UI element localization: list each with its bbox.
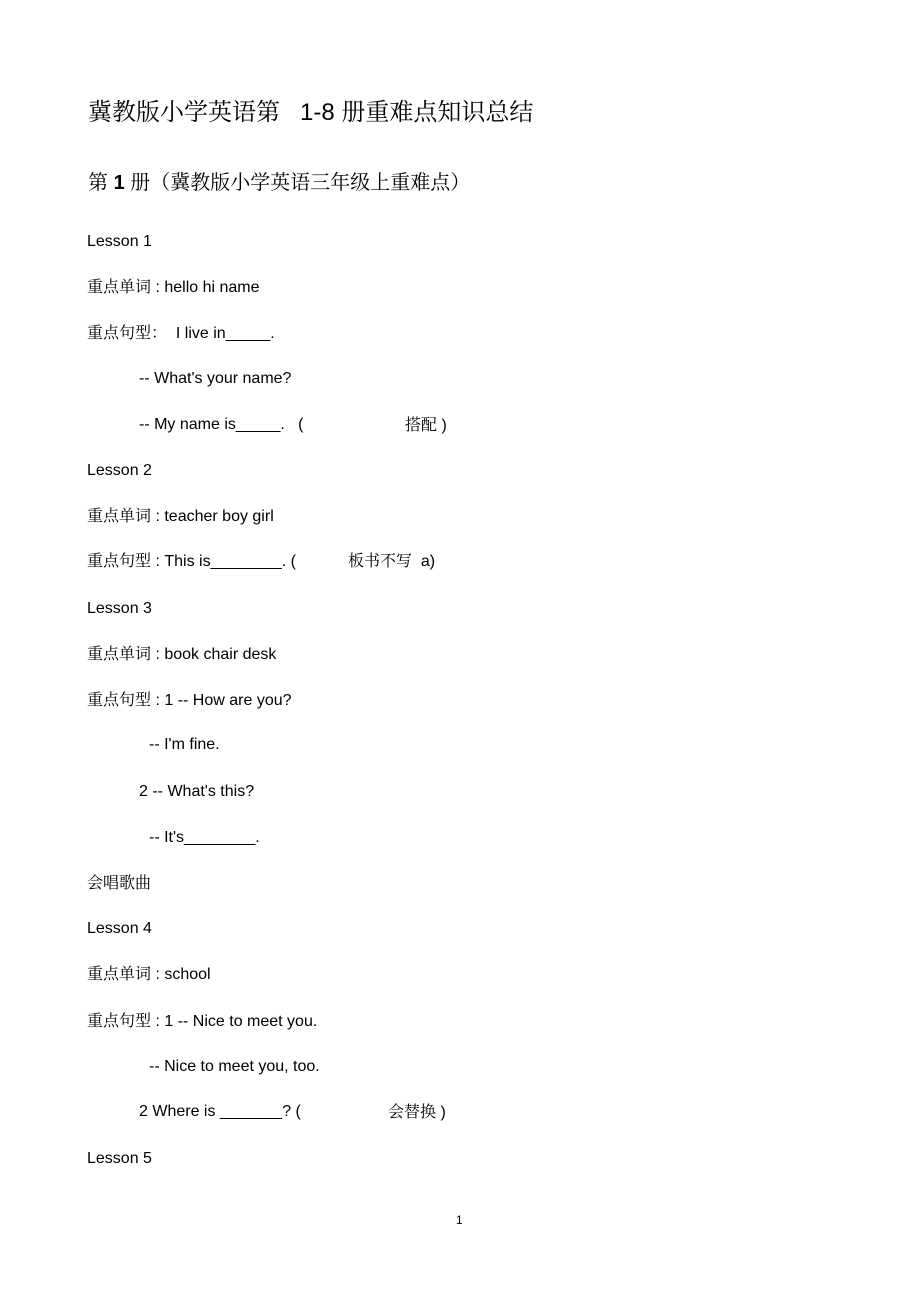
lesson-heading: Lesson 1	[87, 233, 152, 250]
key-sentence-value: I live in_____.	[167, 325, 275, 342]
song-note: 会唱歌曲	[87, 873, 152, 892]
key-sentence-label: 重点句型	[87, 551, 152, 570]
lesson-heading: Lesson 3	[87, 600, 152, 617]
lesson-heading: Lesson 4	[87, 920, 152, 937]
key-words-line	[87, 966, 211, 983]
key-words-label: 重点单词	[87, 964, 152, 983]
key-words-label: 重点单词	[87, 506, 152, 525]
dialogue-line: -- It's________.	[149, 829, 260, 846]
dialogue-line-with-note: 2 Where is _______? (	[139, 1103, 301, 1120]
key-sentence-label: 重点句型：	[87, 323, 168, 342]
key-words-value: : teacher boy girl	[151, 508, 274, 525]
teacher-note: 会替换 )	[388, 1102, 446, 1121]
title-text-part1: 冀教版小学英语第	[88, 98, 280, 126]
key-words-label: 重点单词	[87, 277, 152, 296]
title-text-part2: 1-8	[300, 99, 335, 126]
teacher-note: 板书不写 a)	[348, 551, 436, 570]
key-sentence-value: : 1 -- Nice to meet you.	[151, 1013, 318, 1030]
key-sentence-line	[87, 1013, 317, 1030]
title-text-part3: 册重难点知识总结	[341, 98, 534, 126]
dialogue-line: -- I'm fine.	[149, 736, 220, 753]
lesson-heading: Lesson 5	[87, 1150, 152, 1167]
key-words-value: : school	[151, 966, 211, 983]
volume-heading-number: 1	[113, 172, 125, 194]
key-words-line	[87, 279, 260, 296]
document-title	[88, 100, 533, 125]
lesson-heading: Lesson 2	[87, 462, 152, 479]
key-sentence-value: : This is________. (	[151, 553, 296, 570]
dialogue-line: -- What's your name?	[139, 370, 292, 387]
key-words-line	[87, 508, 274, 525]
key-words-line	[87, 646, 276, 663]
page-number: 1	[456, 1213, 463, 1227]
key-sentence-label: 重点句型	[87, 1011, 152, 1030]
key-sentence-label: 重点句型	[87, 690, 152, 709]
key-words-value: : hello hi name	[151, 279, 260, 296]
key-words-value: : book chair desk	[151, 646, 277, 663]
volume-heading-part1: 第	[88, 170, 108, 194]
key-sentence-line	[87, 553, 296, 570]
teacher-note: 搭配 )	[405, 415, 447, 434]
dialogue-line-with-note: -- My name is_____. (	[139, 416, 304, 433]
volume-heading	[88, 172, 470, 193]
key-sentence-line	[87, 325, 275, 342]
key-sentence-value: : 1 -- How are you?	[151, 692, 292, 709]
dialogue-line: 2 -- What's this?	[139, 783, 255, 800]
key-sentence-line	[87, 692, 292, 709]
volume-heading-part3: 册（冀教版小学英语三年级上重难点）	[130, 170, 471, 194]
key-words-label: 重点单词	[87, 644, 152, 663]
dialogue-line: -- Nice to meet you, too.	[149, 1058, 320, 1075]
